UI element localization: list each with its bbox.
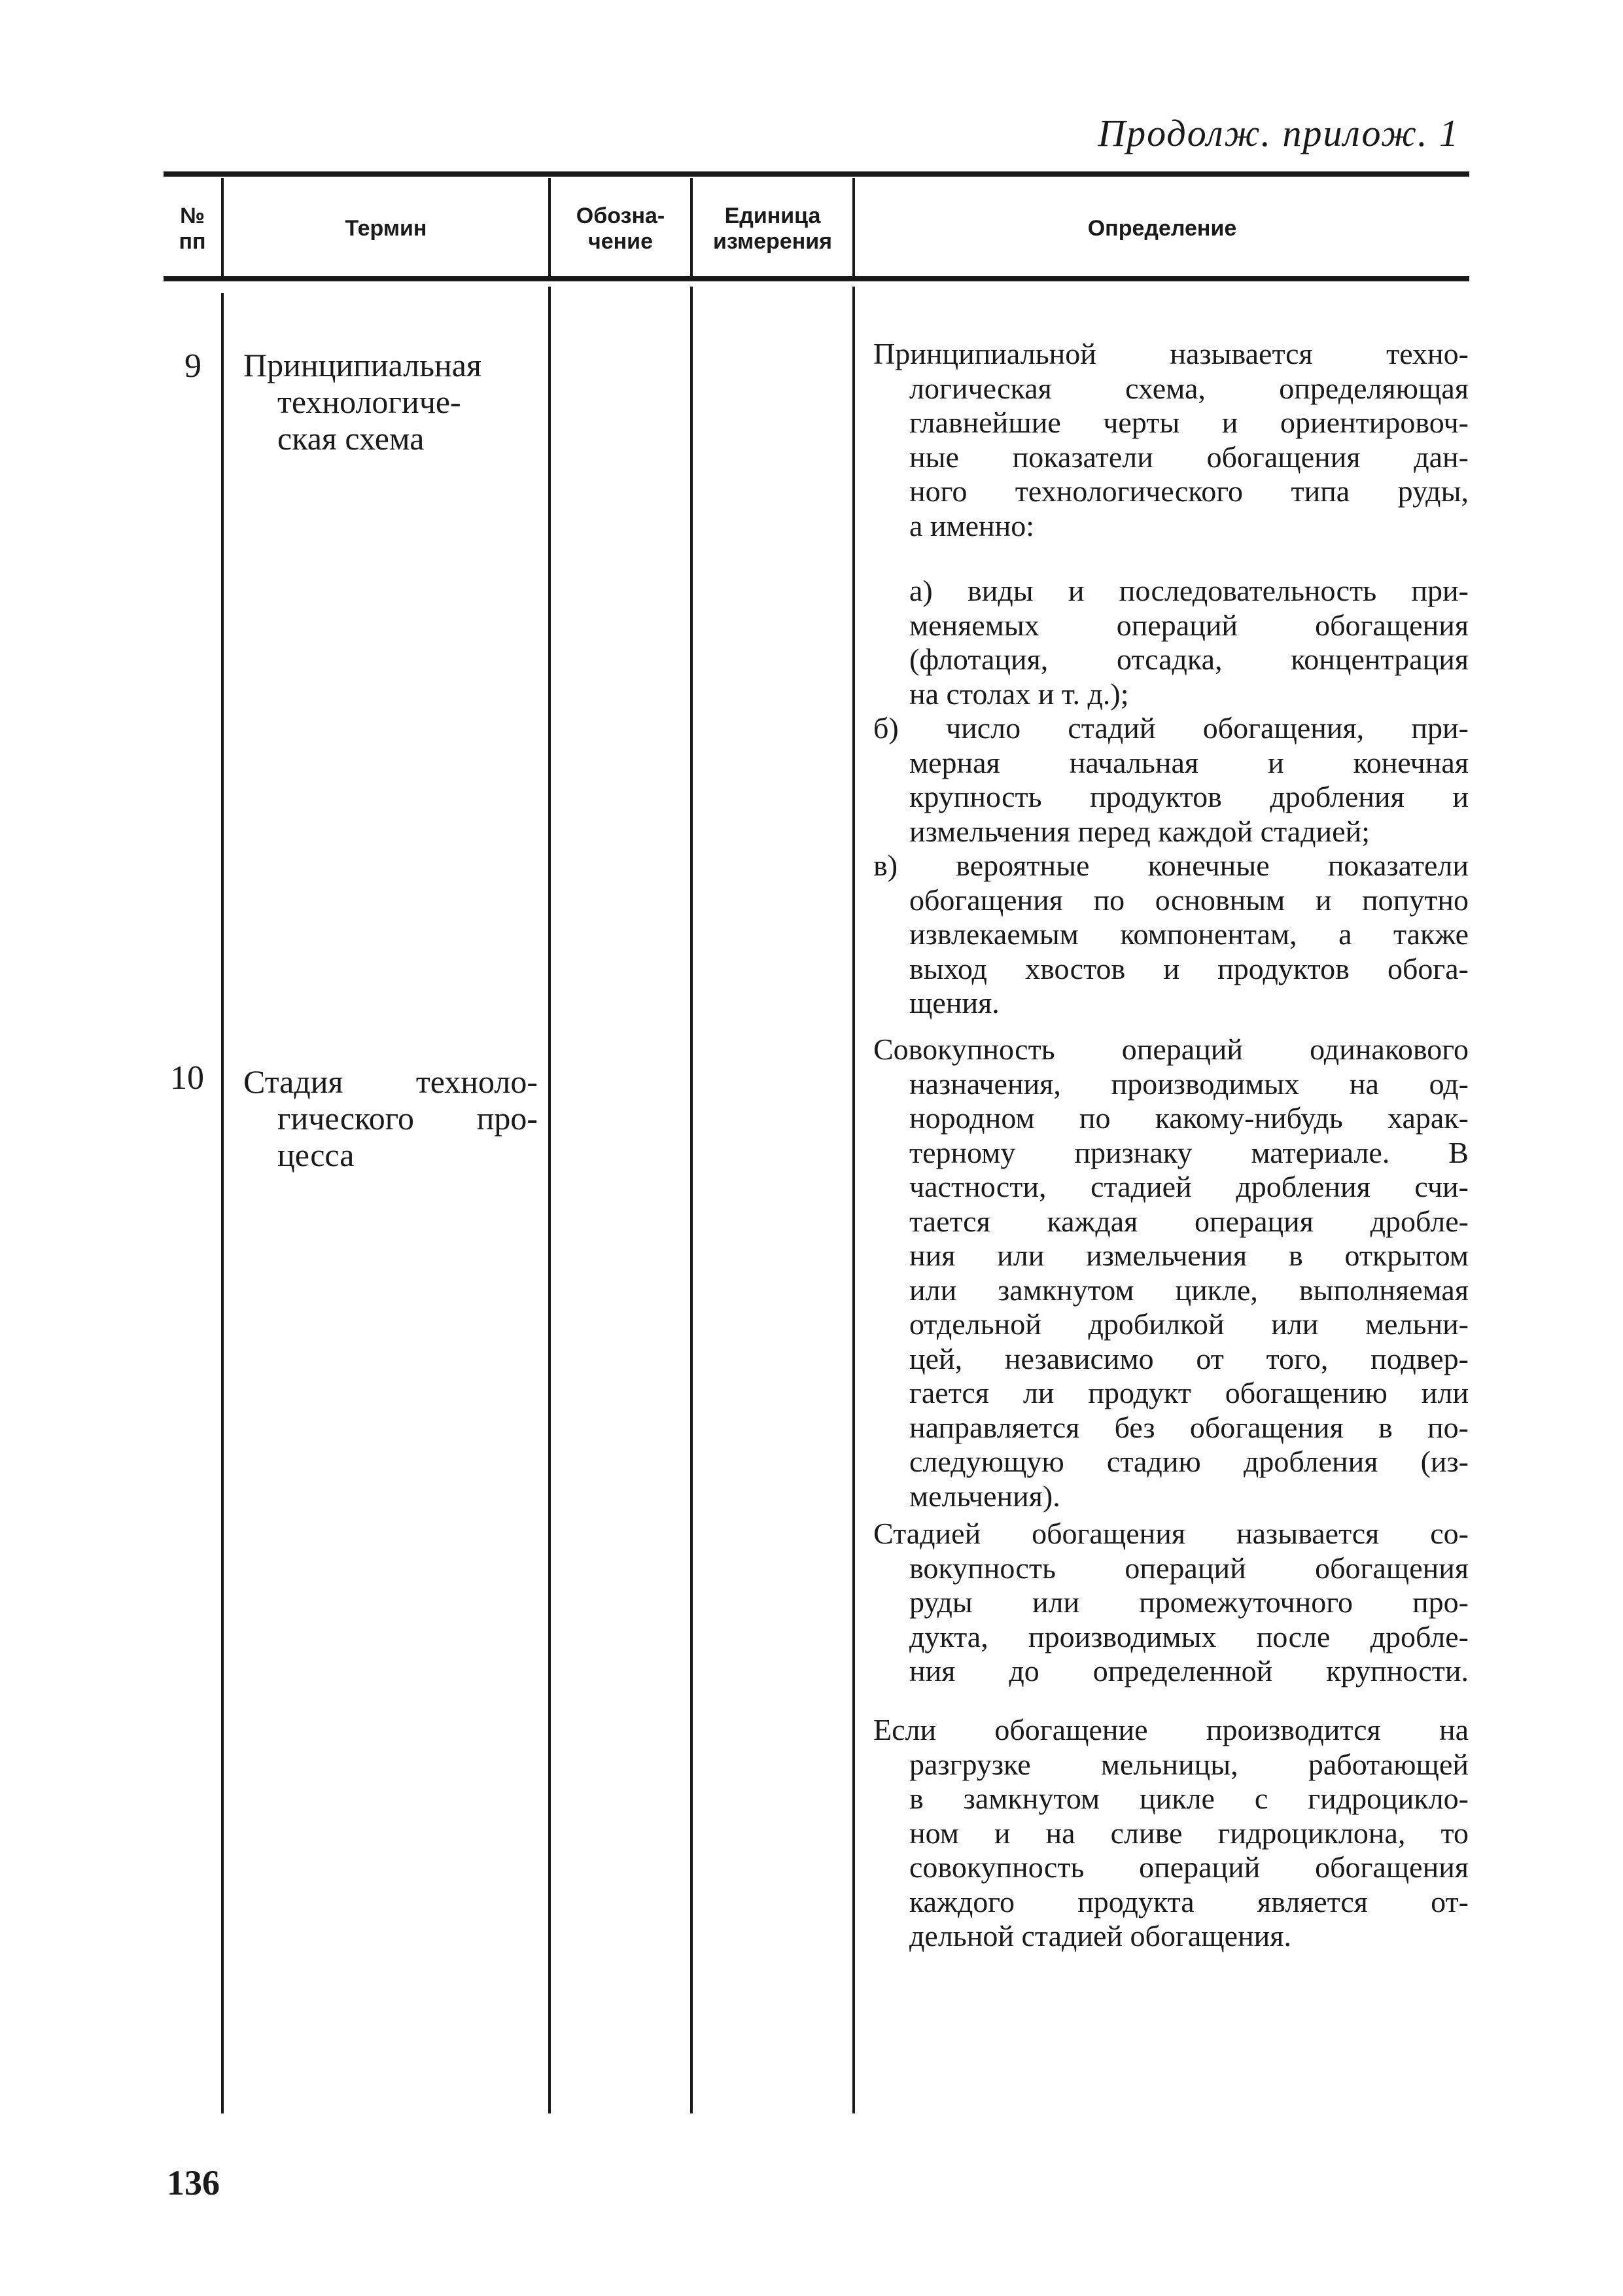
definition-paragraph [873, 337, 1469, 543]
definition-paragraph [873, 574, 1469, 1021]
header-bottom-rule [164, 276, 1469, 281]
term-line: Принципиальная [243, 347, 481, 383]
column-separator [852, 287, 855, 2113]
definition-line: руды или промежуточного про- [909, 1585, 1469, 1619]
definition-line: дукта, производимых после дробле- [909, 1619, 1469, 1653]
page-number: 136 [167, 2163, 220, 2202]
header-designation [551, 183, 690, 275]
header-designation-line: чение [588, 229, 653, 254]
header-designation-line: Обозна- [576, 203, 665, 228]
header-number [164, 183, 221, 275]
header-term: Термин [345, 216, 427, 241]
definition-line: каждого продукта является от- [909, 1884, 1469, 1918]
definition-cell-continued [873, 1517, 1469, 1689]
definition-line: выход хвостов и продуктов обога- [909, 951, 1469, 985]
definition-line: следующую стадию дробления (из- [909, 1445, 1469, 1478]
column-separator [548, 287, 551, 2113]
term-line: Стадия техноло- [243, 1063, 538, 1100]
definition-line: Стадией обогащения называется со- [873, 1517, 1469, 1550]
definition-line: а) виды и последовательность при- [909, 574, 1469, 607]
definition-line: Совокупность операций одинакового [873, 1033, 1469, 1066]
definition-line: цей, независимо от того, подвер- [909, 1341, 1469, 1375]
definition-line: терному признаку материале. В [909, 1135, 1469, 1169]
definition-line: дельной стадией обогащения. [909, 1919, 1291, 1952]
row-number: 10 [170, 1059, 204, 1097]
definition-line: назначения, производимых на од- [909, 1067, 1469, 1101]
term-cell [243, 347, 538, 457]
definition-line: вокупность операций обогащения [909, 1551, 1469, 1585]
definition-line: ния или измельчения в открытом [909, 1239, 1469, 1272]
definition-line: крупность продуктов дробления и [909, 780, 1469, 813]
term-cell [243, 1063, 538, 1173]
header-unit-line: измерения [713, 229, 832, 254]
definition-line: разгрузке мельницы, работающей [909, 1747, 1469, 1781]
definition-line: извлекаемым компонентам, а также [909, 917, 1469, 951]
definition-line: б) число стадий обогащения, при- [873, 711, 1469, 745]
definition-cell [873, 337, 1469, 543]
header-number-line: пп [179, 229, 206, 254]
definition-line: а именно: [909, 508, 1035, 542]
definition-line: Принципиальной называется техно- [873, 337, 1469, 370]
header-definition: Определение [1087, 216, 1237, 241]
column-separator [690, 287, 693, 2113]
row-number: 9 [184, 347, 201, 385]
definition-line: тается каждая операция дробле- [909, 1204, 1469, 1238]
definition-line: измельчения перед каждой стадией; [909, 814, 1370, 848]
definition-cell-continued [873, 574, 1469, 1021]
header-unit [693, 183, 852, 275]
definition-cell-continued [873, 1713, 1469, 1954]
definition-line: ном и на сливе гидроциклона, то [909, 1816, 1469, 1850]
definition-line: совокупность операций обогащения [909, 1850, 1469, 1884]
definition-paragraph [873, 1033, 1469, 1513]
term-line: ская схема [277, 420, 425, 457]
definition-line: в замкнутом цикле с гидроцикло- [909, 1782, 1469, 1815]
definition-line: обогащения по основным и попутно [909, 883, 1469, 917]
definition-cell [873, 1033, 1469, 1513]
column-separator [221, 293, 224, 2113]
running-head: Продолж. прилож. 1 [1098, 112, 1459, 154]
term-line: гического про- [277, 1100, 538, 1137]
definition-line: ного технологического типа руды, [909, 474, 1469, 508]
definition-line: направляется без обогащения в по- [909, 1410, 1469, 1444]
definition-line: (флотация, отсадка, концентрация [909, 643, 1469, 676]
definition-paragraph [873, 1713, 1469, 1954]
definition-line: Если обогащение производится на [873, 1713, 1469, 1746]
definition-line: мельчения). [909, 1479, 1060, 1513]
definition-line: отдельной дробилкой или мельни- [909, 1307, 1469, 1341]
definition-line: главнейшие черты и ориентировоч- [909, 406, 1469, 439]
term-line: технологиче- [277, 383, 461, 420]
table-top-rule [164, 171, 1469, 177]
term-line: цесса [277, 1137, 355, 1173]
definition-paragraph [873, 1517, 1469, 1689]
definition-line: в) вероятные конечные показатели [873, 849, 1469, 882]
definition-line: частности, стадией дробления счи- [909, 1170, 1469, 1203]
header-unit-line: Единица [724, 203, 821, 228]
definition-line: или замкнутом цикле, выполняемая [909, 1273, 1469, 1307]
definition-line: щения. [909, 986, 1000, 1019]
definition-line: мерная начальная и конечная [909, 745, 1469, 779]
definition-line: нородном по какому-нибудь харак- [909, 1101, 1469, 1135]
definition-line: ния до определенной крупности. [909, 1654, 1469, 1687]
definition-line: логическая схема, определяющая [909, 371, 1469, 405]
definition-line: ные показатели обогащения дан- [909, 440, 1469, 474]
definition-line: на столах и т. д.); [909, 677, 1129, 711]
definition-line: гается ли продукт обогащению или [909, 1376, 1469, 1409]
definition-line: меняемых операций обогащения [909, 608, 1469, 642]
header-number-line: № [180, 203, 205, 228]
